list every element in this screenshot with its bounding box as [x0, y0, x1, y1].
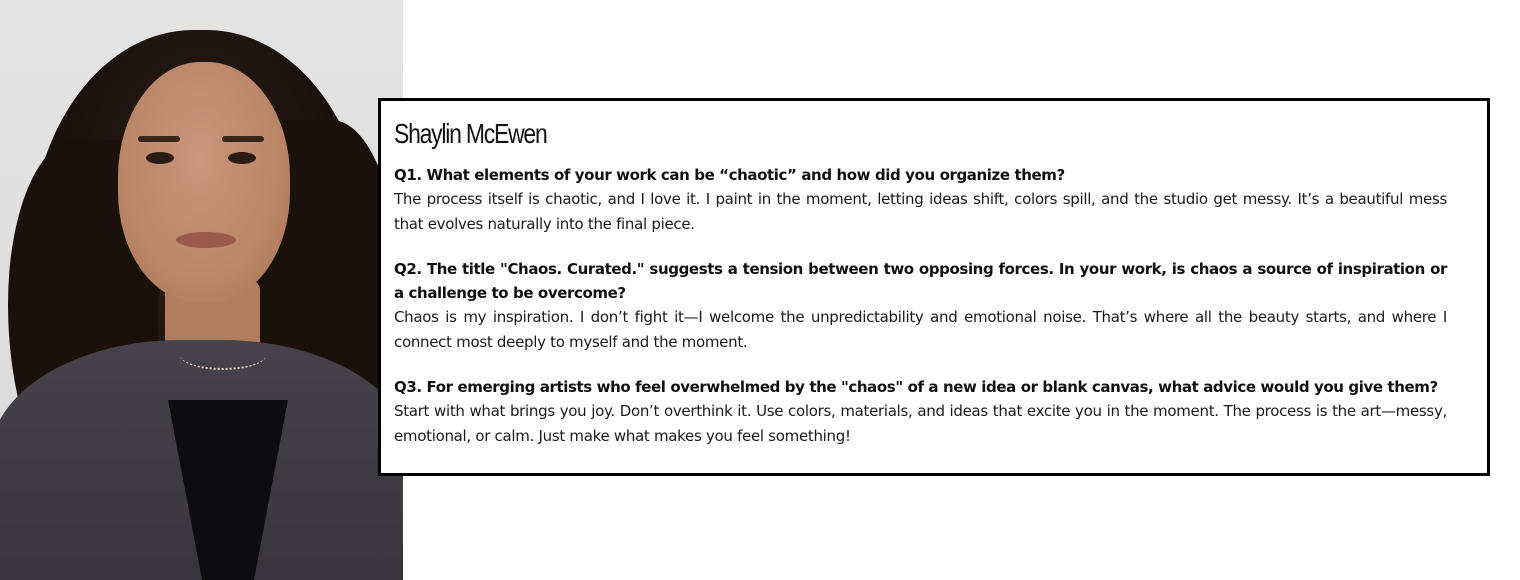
artist-name: Shaylin McEwen	[394, 118, 547, 149]
question-2: Q2. The title "Chaos. Curated." suggests a tension between two opposing forces. In your work, is chaos a source of inspiration or a challenge to be overcome?	[394, 260, 1447, 302]
qa-item-2	[394, 257, 1447, 355]
question-3: Q3. For emerging artists who feel overwhelmed by the "chaos" of a new idea or blank canvas, what advice would you give them?	[394, 378, 1438, 396]
answer-1: The process itself is chaotic, and I love it. I paint in the moment, letting ideas shift, colors spill, and the studio get messy. It’s a beautiful mess that evolves naturally into the final piece.	[394, 190, 1447, 233]
answer-3: Start with what brings you joy. Don’t overthink it. Use colors, materials, and ideas that excite you in the moment. The process is the art—messy, emotional, or calm. Just make what makes you feel something!	[394, 402, 1447, 445]
artist-portrait-photo	[0, 0, 403, 580]
portrait-left-eye	[146, 152, 174, 164]
portrait-face	[118, 62, 290, 302]
qa-item-1	[394, 163, 1447, 237]
qa-item-3	[394, 375, 1447, 449]
portrait-left-brow	[138, 136, 180, 142]
question-1: Q1. What elements of your work can be “chaotic” and how did you organize them?	[394, 166, 1065, 184]
portrait-necklace	[180, 340, 266, 370]
portrait-lips	[176, 232, 236, 248]
portrait-right-eye	[228, 152, 256, 164]
portrait-right-brow	[222, 136, 264, 142]
interview-card	[378, 98, 1490, 476]
answer-2: Chaos is my inspiration. I don’t fight it—I welcome the unpredictability and emotional noise. That’s where all the beauty starts, and where I connect most deeply to myself and the moment.	[394, 308, 1447, 351]
